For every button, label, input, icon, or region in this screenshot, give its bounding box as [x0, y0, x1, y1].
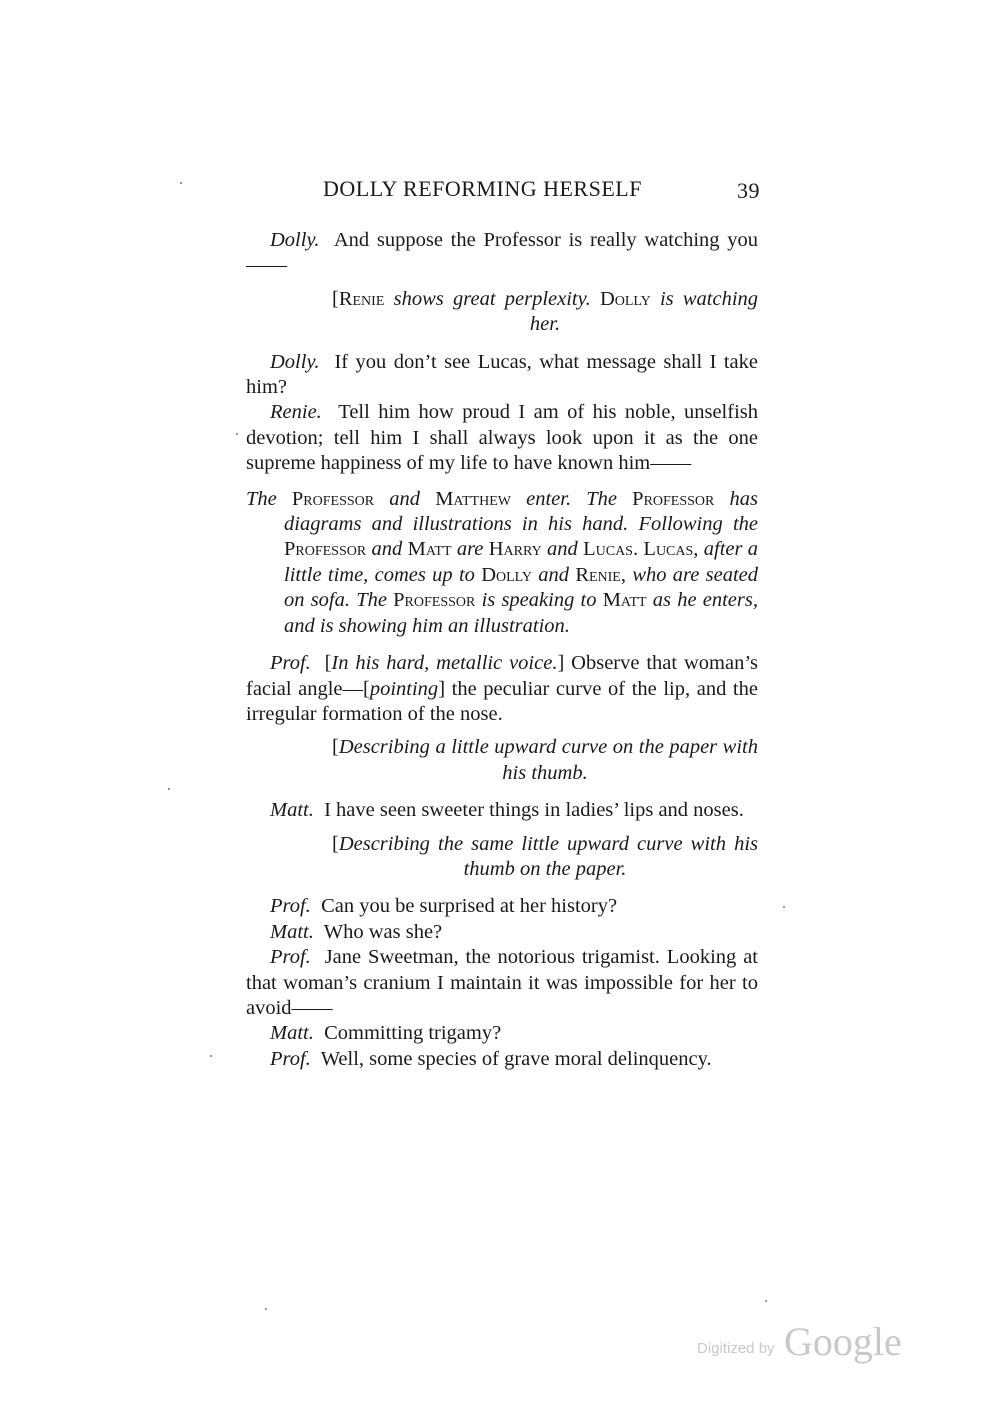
speech-dolly-2 — [246, 350, 758, 401]
stage-text: after a little time, comes up to — [284, 538, 759, 586]
character-name: Renie — [338, 287, 385, 310]
speech-renie-1 — [246, 400, 758, 476]
chapter-title: DOLLY REFORMING HERSELF — [323, 176, 642, 201]
speaker: Matt. — [270, 799, 314, 822]
character-name: Lucas, — [643, 538, 699, 561]
bracket: ] — [557, 652, 565, 675]
speaker: Dolly. — [270, 350, 320, 373]
speaker: Matt. — [270, 1022, 314, 1045]
speech-prof-2 — [246, 894, 758, 919]
speech-text: If you don’t see Lucas, what message shall I take him? — [246, 350, 759, 399]
character-name: Professor — [632, 487, 715, 510]
watermark-brand: Google — [784, 1319, 902, 1364]
speech-text: And suppose the Professor is really watching you—— — [246, 229, 759, 277]
bracket: [ — [324, 652, 332, 675]
page-number: 39 — [737, 178, 760, 203]
stage-text: The — [246, 487, 277, 510]
stage-direction-3 — [332, 735, 758, 786]
stage-text: who are seated on sofa. The — [284, 563, 759, 612]
stage-text: and — [547, 538, 578, 561]
stage-text: Describing the same little upward curve with his thumb on the paper. — [338, 832, 758, 880]
stage-text: Describing a little upward curve on the paper with his thumb. — [338, 736, 758, 784]
speech-matt-3 — [246, 1021, 758, 1046]
speech-text: Tell him how proud I am of his noble, unselfish devotion; tell him I shall always look upon it as the one supreme happiness of my life to have known him—— — [246, 401, 758, 475]
speech-matt-1 — [246, 798, 758, 823]
character-name: Matt — [602, 589, 647, 612]
speech-text: Who was she? — [323, 920, 443, 943]
stage-direction-4 — [332, 832, 758, 883]
play-text — [246, 228, 758, 1072]
speaker: Prof. — [270, 1047, 311, 1070]
character-name: Matt — [407, 538, 452, 561]
speech-text: Committing trigamy? — [324, 1022, 502, 1045]
speech-dolly-1 — [246, 228, 758, 279]
speech-prof-4 — [246, 1047, 758, 1072]
stage-direction-2 — [246, 487, 758, 639]
stage-text: as he enters, and is showing him an illustration. — [284, 589, 758, 637]
stage-text: and — [371, 538, 403, 561]
speech-prof-1 — [246, 651, 758, 727]
aside: In his hard, metallic voice. — [331, 652, 558, 675]
character-name: Dolly — [481, 563, 532, 586]
speech-text: Observe that woman’s facial angle— — [246, 652, 759, 700]
speech-text: I have seen sweeter things in ladies’ lips and noses. — [324, 799, 744, 822]
scan-speck — [168, 788, 170, 790]
stage-text: The — [586, 487, 618, 510]
stage-text: and — [389, 487, 421, 510]
running-head — [245, 174, 765, 210]
character-name: Professor — [291, 487, 375, 510]
stage-text: is speaking to — [481, 589, 597, 612]
bracket: [ — [332, 832, 339, 855]
scan-speck — [236, 433, 238, 435]
stage-text: are — [456, 538, 484, 561]
scan-speck — [765, 1300, 767, 1302]
stage-text: and — [538, 563, 569, 586]
speech-text: the peculiar curve of the lip, and the irregular formation of the nose. — [246, 677, 758, 725]
scan-speck — [265, 1308, 267, 1310]
bracket: ] — [438, 677, 446, 700]
speaker: Matt. — [270, 920, 314, 943]
speech-text: Jane Sweetman, the notorious trigamist. Looking at that woman’s cranium I maintain it was impossible for her to avoid—— — [246, 946, 759, 1019]
stage-text: shows great perplexity. — [393, 287, 591, 310]
stage-text: enter. — [526, 487, 572, 510]
speech-text: Can you be surprised at her history? — [321, 895, 618, 918]
scan-speck — [210, 1055, 212, 1057]
speaker: Prof. — [270, 652, 311, 675]
digitized-watermark — [697, 1318, 907, 1368]
scan-speck — [180, 182, 182, 184]
speaker: Renie. — [270, 401, 322, 424]
stage-text: has diagrams and illustrations in his hand. Following the — [284, 487, 759, 536]
speaker: Prof. — [270, 895, 311, 918]
bracket: [ — [332, 736, 339, 759]
watermark-small-text: Digitized by — [697, 1340, 775, 1357]
character-name: Lucas. — [583, 538, 639, 561]
speech-prof-3 — [246, 945, 758, 1021]
character-name: Dolly — [599, 287, 651, 310]
character-name: Professor — [393, 589, 476, 612]
speaker: Dolly. — [270, 229, 320, 251]
scan-speck — [783, 906, 785, 908]
speaker: Prof. — [270, 946, 311, 969]
character-name: Renie, — [575, 563, 626, 586]
speech-text: Well, some species of grave moral delinquency. — [320, 1047, 712, 1070]
speech-matt-2 — [246, 920, 758, 945]
character-name: Professor — [284, 538, 367, 561]
bracket: [ — [363, 677, 370, 700]
stage-text: is watching her. — [529, 287, 759, 336]
aside: pointing — [369, 677, 439, 700]
character-name: Harry — [488, 538, 542, 561]
character-name: Matthew — [435, 487, 511, 510]
stage-direction-1: [Renie shows great perplexity. Dolly is watching her. — [332, 287, 759, 336]
